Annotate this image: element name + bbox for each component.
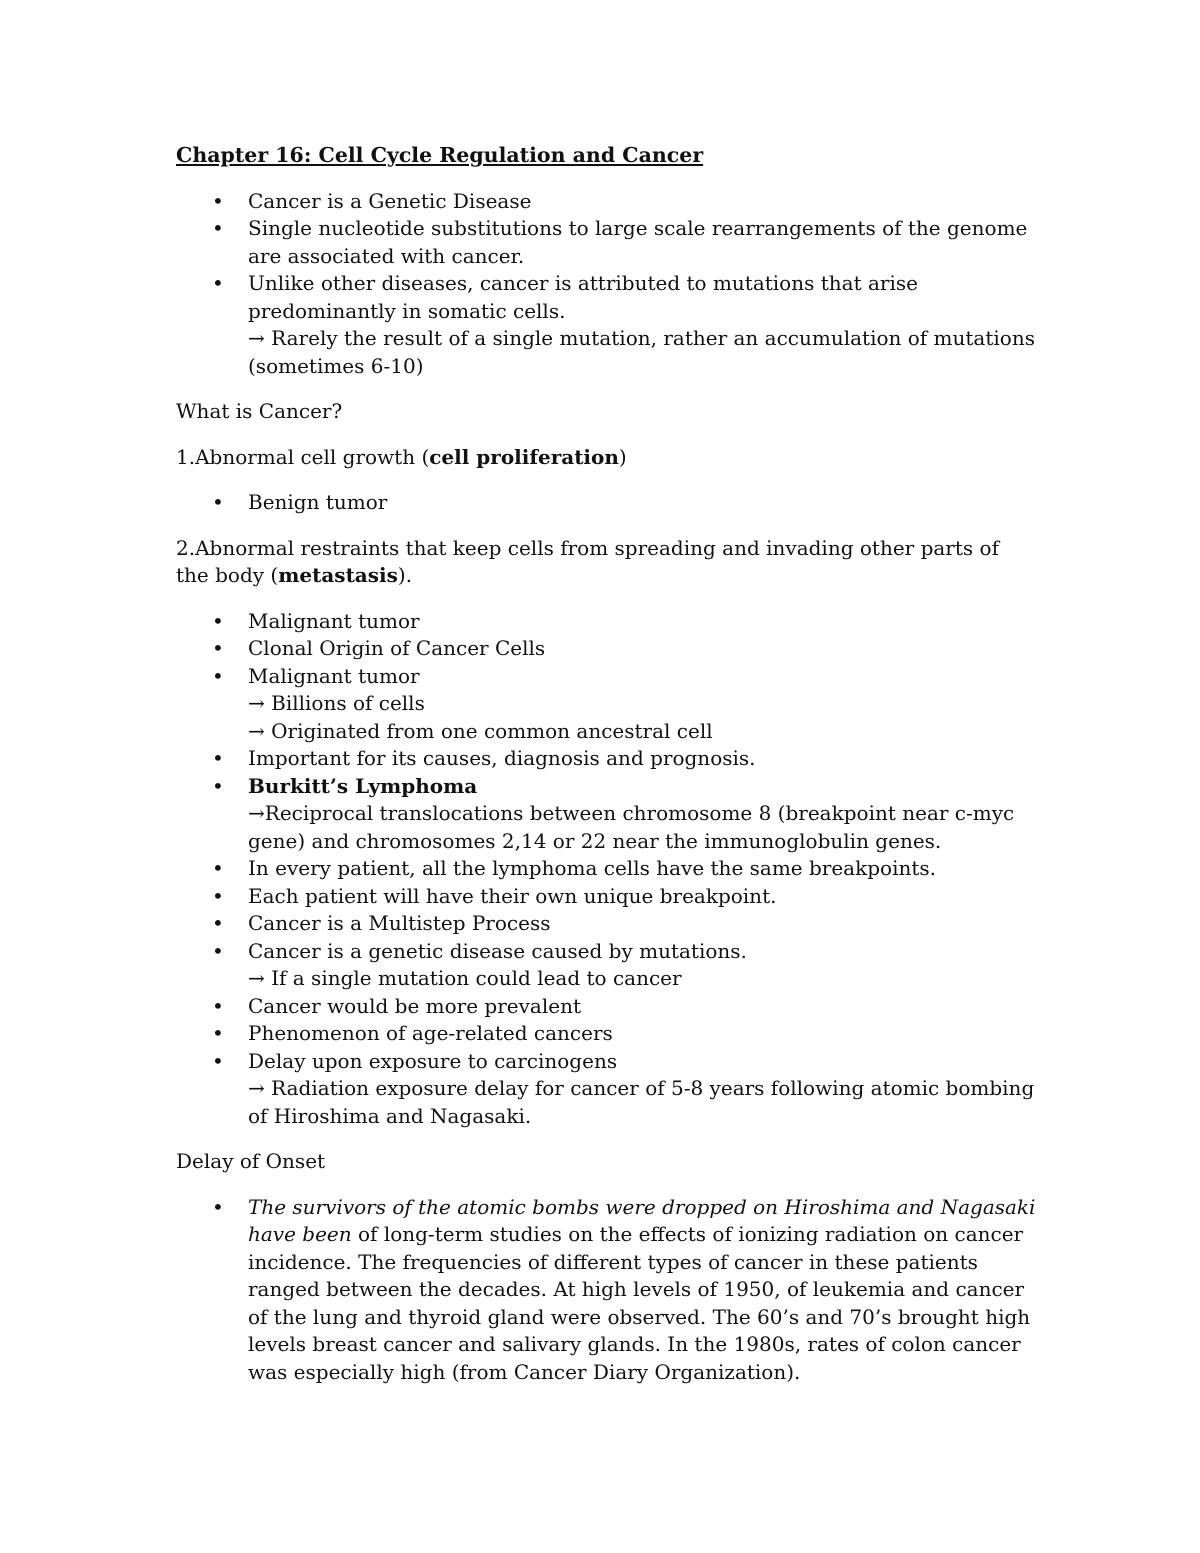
list-item: • Single nucleotide substitutions to large scale rearrangements of the genome are associated with cancer. <box>176 215 1036 270</box>
list-item: • Cancer is a Multistep Process <box>176 910 1036 938</box>
point-1: 1.Abnormal cell growth (cell proliferation) <box>176 444 627 469</box>
list-item: • In every patient, all the lymphoma cells have the same breakpoints. <box>176 855 1036 883</box>
list-item <box>176 773 1036 856</box>
term-burkitts-lymphoma: Burkitt’s Lymphoma <box>248 773 478 798</box>
intro-list <box>176 188 1036 381</box>
sub-point: →Reciprocal translocations between chromosome 8 (breakpoint near c-myc gene) and chromosomes 2,14 or 22 near the immunoglobulin genes. <box>248 801 1015 853</box>
list-item: • Cancer is a Genetic Disease <box>176 188 1036 216</box>
italic-lead: The survivors of the atomic bombs were dropped on Hiroshima and Nagasaki have been <box>248 1194 1036 1246</box>
list-item: • Delay upon exposure to carcinogens → Radiation exposure delay for cancer of 5-8 years following atomic bombing of Hiroshima and Nagasaki. <box>176 1048 1036 1131</box>
point-2: 2.Abnormal restraints that keep cells from spreading and invading other parts of the body (metastasis). <box>176 535 999 587</box>
section-heading-what-is-cancer: What is Cancer? <box>176 399 343 423</box>
list-item: • Cancer would be more prevalent <box>176 993 1036 1021</box>
document-content <box>176 142 1036 1404</box>
term-cell-proliferation: cell proliferation <box>429 444 619 469</box>
list-item: • Cancer is a genetic disease caused by mutations. → If a single mutation could lead to cancer <box>176 938 1036 993</box>
delay-list <box>176 1194 1036 1387</box>
sub-point: → Billions of cells <box>248 691 425 715</box>
sub-point: → If a single mutation could lead to cancer <box>248 966 682 990</box>
list-item: • Malignant tumor → Billions of cells → Originated from one common ancestral cell <box>176 663 1036 746</box>
sub-point: → Rarely the result of a single mutation, rather an accumulation of mutations (sometimes 6-10) <box>248 326 1035 378</box>
sub-point: → Originated from one common ancestral cell <box>248 718 713 743</box>
list-item: • Malignant tumor <box>176 608 1036 636</box>
term-metastasis: metastasis <box>278 563 398 587</box>
list-item: • Unlike other diseases, cancer is attributed to mutations that arise predominantly in somatic cells. → Rarely the result of a single mutation, rather an accumulation of mutations (sometimes 6-10) <box>176 270 1036 380</box>
list-item: • Benign tumor <box>176 489 1036 517</box>
section-heading-delay-of-onset: Delay of Onset <box>176 1149 326 1173</box>
point-1-list <box>176 489 1036 517</box>
sub-point: → Radiation exposure delay for cancer of 5-8 years following atomic bombing of Hiroshima and Nagasaki. <box>248 1076 1035 1128</box>
list-item: • The survivors of the atomic bombs were dropped on Hiroshima and Nagasaki have been of long-term studies on the effects of ionizing radiation on cancer incidence. The frequencies of different types of cancer in these patients ranged between the decades. At high levels of 1950, of leukemia and cancer of the lung and thyroid gland were observed. The 60’s and 70’s brought high levels breast cancer and salivary glands. In the 1980s, rates of colon cancer was especially high (from Cancer Diary Organization). <box>176 1194 1036 1387</box>
list-item: • Each patient will have their own unique breakpoint. <box>176 883 1036 911</box>
list-item: • Phenomenon of age-related cancers <box>176 1020 1036 1048</box>
chapter-title: Chapter 16: Cell Cycle Regulation and Cancer <box>176 143 704 167</box>
list-item: • Clonal Origin of Cancer Cells <box>176 635 1036 663</box>
list-item: • Important for its causes, diagnosis and prognosis. <box>176 745 1036 773</box>
point-2-list <box>176 608 1036 1131</box>
